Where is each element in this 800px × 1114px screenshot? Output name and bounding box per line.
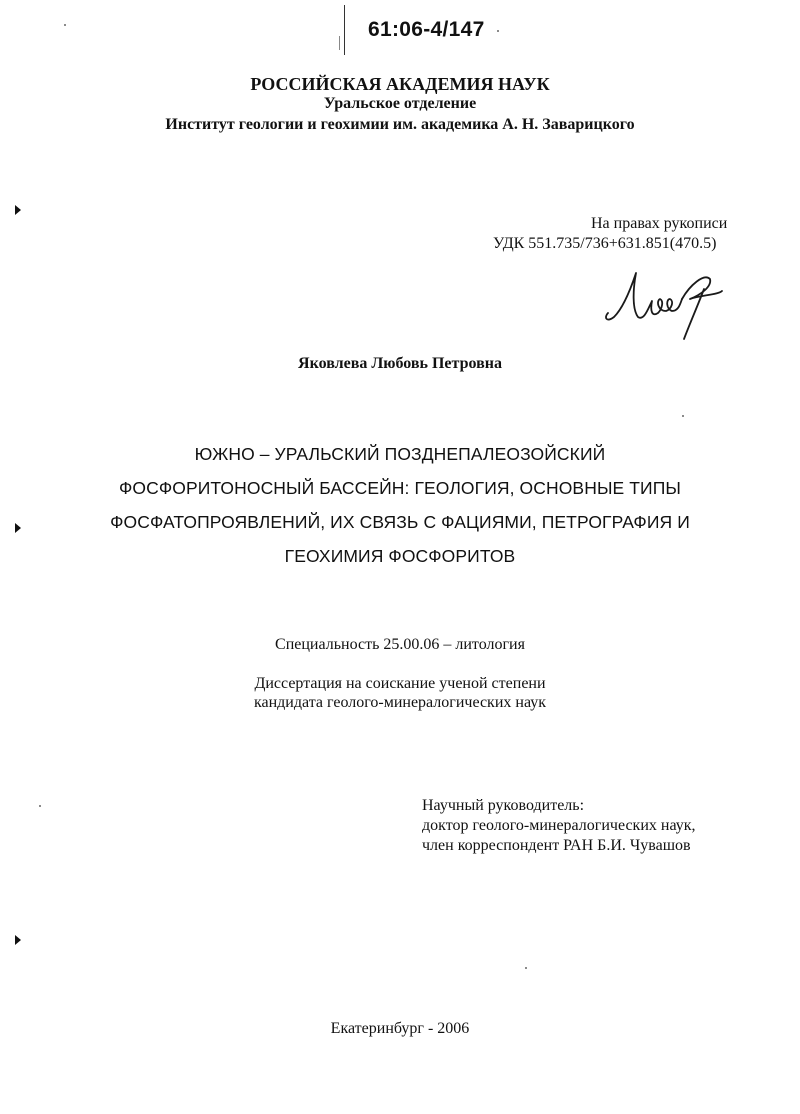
author-name: Яковлева Любовь Петровна [298, 355, 502, 372]
city-year: Екатеринбург - 2006 [330, 1020, 470, 1037]
specialty-line: Специальность 25.00.06 – литология [275, 636, 525, 653]
supervisor-degree: доктор геолого-минералогических наук, [422, 817, 696, 834]
binding-marker-icon [15, 935, 21, 945]
institute-name: Институт геологии и геохимии им. академика А. Н. Заварицкого [165, 116, 635, 133]
manuscript-rights-note: На правах рукописи [591, 215, 728, 232]
branch-name: Уральское отделение [323, 95, 477, 112]
scan-speck [682, 415, 684, 417]
degree-statement-line: кандидата геолого-минералогических наук [253, 694, 547, 711]
dissertation-title-line: ФОСФАТОПРОЯВЛЕНИЙ, ИХ СВЯЗЬ С ФАЦИЯМИ, ПЕТРОГРАФИЯ И [110, 512, 690, 532]
scan-line [344, 5, 345, 55]
scan-speck [39, 805, 41, 807]
supervisor-name: член корреспондент РАН Б.И. Чувашов [422, 837, 691, 854]
scan-speck [64, 24, 66, 26]
scan-speck [497, 30, 499, 32]
handwritten-signature [600, 265, 730, 345]
scan-speck [525, 967, 527, 969]
dissertation-title-line: ФОСФОРИТОНОСНЫЙ БАССЕЙН: ГЕОЛОГИЯ, ОСНОВНЫЕ ТИПЫ [118, 478, 682, 498]
udk-code: УДК 551.735/736+631.851(470.5) [493, 235, 717, 252]
supervisor-label: Научный руководитель: [422, 797, 585, 814]
scan-line [339, 36, 340, 50]
dissertation-title-line: ЮЖНО – УРАЛЬСКИЙ ПОЗДНЕПАЛЕОЗОЙСКИЙ [194, 444, 606, 464]
binding-marker-icon [15, 205, 21, 215]
dissertation-title-line: ГЕОХИМИЯ ФОСФОРИТОВ [284, 546, 516, 566]
degree-statement-line: Диссертация на соискание ученой степени [254, 675, 546, 692]
archive-stamp-code: 61:06-4/147 [368, 18, 485, 41]
academy-name: РОССИЙСКАЯ АКАДЕМИЯ НАУК [250, 74, 550, 94]
